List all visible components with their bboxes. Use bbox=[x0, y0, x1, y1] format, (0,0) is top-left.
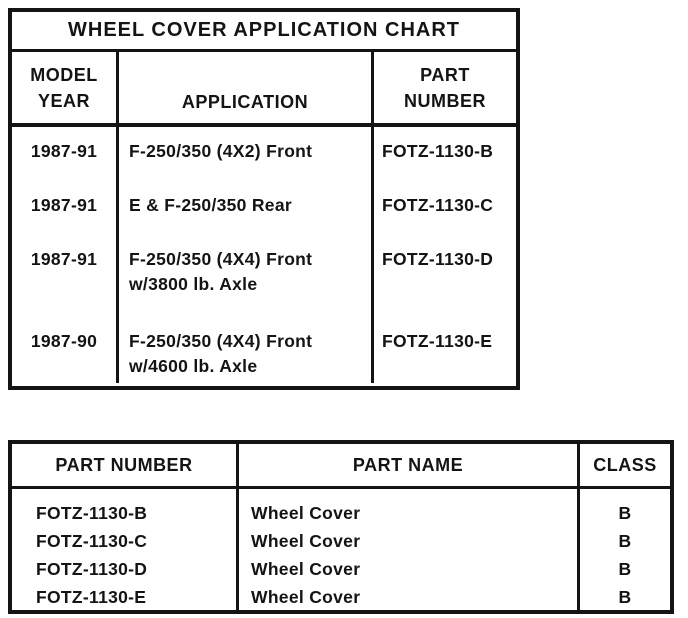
column-header-part-number-line2: NUMBER bbox=[404, 90, 486, 111]
column-header-part-number-line1: PART bbox=[420, 64, 470, 85]
part-name-cell: Wheel Cover bbox=[251, 587, 361, 607]
application-cell-line1: E & F-250/350 Rear bbox=[129, 195, 292, 215]
application-cell bbox=[129, 315, 371, 383]
application-cell bbox=[129, 181, 371, 235]
chart-title: WHEEL COVER APPLICATION CHART bbox=[12, 12, 516, 52]
part-number-cell: FOTZ-1130-E bbox=[382, 331, 493, 351]
part-number-column bbox=[371, 127, 516, 383]
column-header-model-year bbox=[12, 52, 119, 123]
parts-class-table bbox=[8, 440, 674, 614]
parts-header-part-name: PART NAME bbox=[352, 454, 464, 475]
parts-table-body bbox=[12, 489, 670, 610]
column-header-application-label: APPLICATION bbox=[181, 92, 309, 112]
part-number-cell: FOTZ-1130-E bbox=[36, 587, 147, 607]
column-header-model-year-line1: MODEL bbox=[30, 64, 98, 85]
part-number-cell: FOTZ-1130-B bbox=[36, 503, 148, 523]
part-name-cell: Wheel Cover bbox=[251, 503, 361, 523]
part-number-cell: FOTZ-1130-D bbox=[36, 559, 148, 579]
application-cell-line1: F-250/350 (4X4) Front bbox=[129, 331, 313, 351]
model-year-column bbox=[12, 127, 119, 383]
chart-body bbox=[12, 127, 516, 383]
application-column bbox=[119, 127, 371, 383]
chart-header-row bbox=[12, 52, 516, 127]
part-number-cell: FOTZ-1130-B bbox=[382, 141, 494, 161]
application-cell-line1: F-250/350 (4X4) Front bbox=[129, 249, 313, 269]
model-year-cell: 1987-91 bbox=[30, 141, 98, 161]
column-header-model-year-line2: YEAR bbox=[37, 90, 90, 111]
parts-part-name-column bbox=[239, 489, 577, 610]
parts-header-part-number: PART NUMBER bbox=[12, 444, 239, 486]
part-number-cell: FOTZ-1130-D bbox=[382, 249, 494, 269]
part-name-cell: Wheel Cover bbox=[251, 559, 361, 579]
class-cell: B bbox=[618, 559, 632, 579]
part-number-cell: FOTZ-1130-C bbox=[382, 195, 494, 215]
class-cell: B bbox=[618, 531, 632, 551]
column-header-part-number bbox=[371, 52, 516, 123]
application-cell bbox=[129, 235, 371, 315]
wheel-cover-application-chart bbox=[8, 8, 520, 390]
column-header-application bbox=[119, 52, 371, 123]
model-year-cell: 1987-91 bbox=[30, 249, 98, 269]
parts-part-number-column bbox=[12, 489, 239, 610]
class-cell: B bbox=[618, 503, 632, 523]
parts-header-class: CLASS bbox=[577, 444, 670, 486]
application-cell-line2: w/3800 lb. Axle bbox=[129, 274, 258, 294]
application-cell-line1: F-250/350 (4X2) Front bbox=[129, 141, 313, 161]
parts-class-column bbox=[577, 489, 670, 610]
part-name-cell: Wheel Cover bbox=[251, 531, 361, 551]
parts-table-header-row bbox=[12, 444, 670, 489]
class-cell: B bbox=[618, 587, 632, 607]
application-cell bbox=[129, 127, 371, 181]
application-cell-line2: w/4600 lb. Axle bbox=[129, 356, 258, 376]
part-number-cell: FOTZ-1130-C bbox=[36, 531, 148, 551]
model-year-cell: 1987-91 bbox=[30, 195, 98, 215]
model-year-cell: 1987-90 bbox=[30, 331, 98, 351]
